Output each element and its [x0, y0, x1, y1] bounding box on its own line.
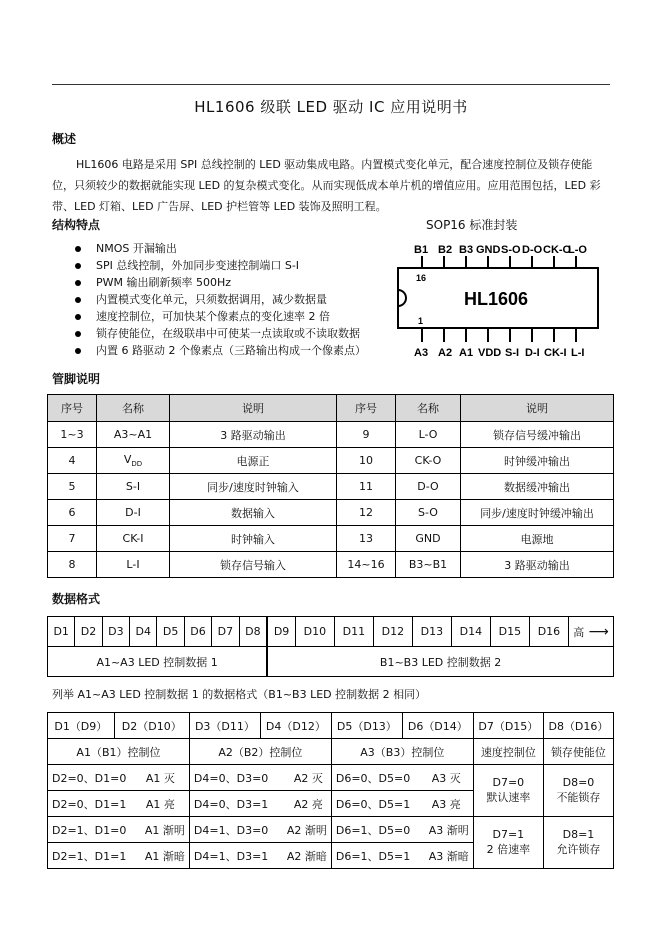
- sop16-package-diagram: [392, 238, 612, 364]
- table-cell: 6: [48, 500, 97, 526]
- table-cell: [189, 843, 331, 869]
- cell-text: D6=1、D5=0: [335, 823, 411, 837]
- table-cell: D2: [75, 617, 102, 647]
- pin-label-top: S-O: [501, 244, 521, 256]
- list-item: 锁存使能位，在级联串中可使某一点读取或不读取数据: [60, 325, 366, 342]
- table-cell: D9: [267, 617, 295, 647]
- pin-label-bottom: D-I: [525, 347, 540, 359]
- table-cell: 13: [337, 526, 396, 552]
- table-cell: D11: [334, 617, 373, 647]
- table-header: 说明: [170, 395, 337, 422]
- data-format-heading: 数据格式: [52, 592, 101, 606]
- table-row: [48, 526, 614, 552]
- table-cell: D15: [490, 617, 529, 647]
- table-cell: D-O: [396, 474, 461, 500]
- table-row: [48, 713, 614, 739]
- cell-text: A1 亮: [145, 797, 175, 811]
- pin-label-bottom: L-I: [571, 347, 585, 359]
- table-cell: 同步/速度时钟输入: [170, 474, 337, 500]
- table-cell: 9: [337, 422, 396, 448]
- table-cell: D7: [212, 617, 239, 647]
- table-cell: 14~16: [337, 552, 396, 578]
- table-cell: 10: [337, 448, 396, 474]
- table-row: [48, 739, 614, 765]
- cell-text: D2=0、D1=1: [52, 797, 127, 811]
- cell-text: A1 渐暗: [144, 849, 185, 863]
- table-cell: D4（D12）: [260, 713, 331, 739]
- table-cell: D8: [239, 617, 267, 647]
- table-cell: [331, 791, 473, 817]
- table-cell: A2（B2）控制位: [189, 739, 331, 765]
- table-cell: 时钟缓冲输出: [461, 448, 614, 474]
- features-heading: 结构特点: [52, 218, 101, 232]
- table-header: 说明: [461, 395, 614, 422]
- list-item: 内置模式变化单元，只须数据调用，减少数据量: [60, 291, 366, 308]
- table-cell: S-I: [97, 474, 170, 500]
- pin-label-bottom: CK-I: [544, 347, 567, 359]
- table-row: [48, 552, 614, 578]
- feature-list: [60, 240, 366, 359]
- table-cell: L-I: [97, 552, 170, 578]
- table-cell: 数据缓冲输出: [461, 474, 614, 500]
- table-cell: L-O: [396, 422, 461, 448]
- data-format-table: [47, 616, 614, 677]
- list-item: NMOS 开漏输出: [60, 240, 366, 257]
- table-cell: 电源地: [461, 526, 614, 552]
- table-row: [48, 817, 614, 843]
- table-cell: [189, 791, 331, 817]
- pin-table: [47, 394, 614, 578]
- cell-text: A3 渐暗: [428, 849, 469, 863]
- table-cell: [189, 817, 331, 843]
- pin-label-bottom: A2: [438, 347, 453, 359]
- table-cell: D6（D14）: [402, 713, 473, 739]
- table-header: 序号: [337, 395, 396, 422]
- table-cell: D1（D9）: [48, 713, 115, 739]
- pin-label-top: B3: [459, 244, 474, 256]
- table-cell: [473, 765, 543, 817]
- table-cell: B1~B3 LED 控制数据 2: [267, 647, 613, 677]
- cell-text: A3 渐明: [428, 823, 469, 837]
- table-cell: 数据输入: [170, 500, 337, 526]
- table-cell: D10: [295, 617, 334, 647]
- cell-text: 不能锁存: [556, 791, 601, 804]
- table-cell: D1: [48, 617, 75, 647]
- cell-text: D2=1、D1=1: [52, 849, 127, 863]
- cell-text: A3 灭: [431, 771, 461, 785]
- list-item: PWM 输出刷新频率 500Hz: [60, 274, 366, 291]
- cell-text: D4=1、D3=0: [193, 823, 269, 837]
- table-cell: [473, 817, 543, 869]
- table-cell: 时钟输入: [170, 526, 337, 552]
- table-cell: D7（D15）: [473, 713, 543, 739]
- cell-text: D2=0、D1=0: [52, 771, 127, 785]
- list-item: 速度控制位，可加快某个像素点的变化速率 2 倍: [60, 308, 366, 325]
- list-item: SPI 总线控制，外加同步变速控制端口 S-I: [60, 257, 366, 274]
- cell-text: D8=1: [562, 828, 595, 841]
- table-cell: 8: [48, 552, 97, 578]
- table-cell: A1~A3 LED 控制数据 1: [48, 647, 268, 677]
- pin-label-bottom: VDD: [478, 347, 502, 359]
- cell-text: D8=0: [562, 776, 595, 789]
- table-cell: D12: [373, 617, 412, 647]
- table-cell: D6: [184, 617, 211, 647]
- table-cell: 同步/速度时钟缓冲输出: [461, 500, 614, 526]
- vdd-cell: $V_{DD}$: [97, 448, 170, 474]
- table-cell: D3（D11）: [189, 713, 260, 739]
- table-cell: S-O: [396, 500, 461, 526]
- table-row: [48, 422, 614, 448]
- table-cell: D-I: [97, 500, 170, 526]
- table-cell: 电源正: [170, 448, 337, 474]
- table-cell: [48, 765, 190, 791]
- cell-text: 2 倍速率: [486, 843, 531, 856]
- table-row: [48, 474, 614, 500]
- cell-text: D6=0、D5=1: [335, 797, 411, 811]
- cell-text: D7=1: [492, 828, 525, 841]
- table-cell: [543, 817, 613, 869]
- table-cell: CK-I: [97, 526, 170, 552]
- pin-label-top: D-O: [522, 244, 543, 256]
- table-cell: [331, 817, 473, 843]
- cell-text: A1 灭: [145, 771, 175, 785]
- table-cell: A3（B3）控制位: [331, 739, 473, 765]
- pin1-marker: 1: [418, 316, 424, 326]
- high-marker: [569, 617, 614, 647]
- cell-text: D4=1、D3=1: [193, 849, 269, 863]
- cell-text: D6=0、D5=0: [335, 771, 411, 785]
- list-item: 内置 6 路驱动 2 个像素点（三路输出构成一个像素点）: [60, 342, 366, 359]
- pin-label-bottom: A1: [459, 347, 474, 359]
- table-cell: [331, 765, 473, 791]
- cell-text: A1 渐明: [144, 823, 185, 837]
- table-cell: 12: [337, 500, 396, 526]
- table-cell: [48, 817, 190, 843]
- cell-text: A2 灭: [293, 771, 323, 785]
- top-rule: [52, 84, 610, 85]
- table-cell: D14: [451, 617, 490, 647]
- table-cell: 4: [48, 448, 97, 474]
- cell-text: A3 亮: [431, 797, 461, 811]
- cell-text: D4=0、D3=0: [193, 771, 269, 785]
- table-cell: [48, 843, 190, 869]
- pin-label-top: B1: [414, 244, 429, 256]
- table-cell: 速度控制位: [473, 739, 543, 765]
- table-cell: [189, 765, 331, 791]
- pin-label-bottom: S-I: [505, 347, 520, 359]
- table-cell: GND: [396, 526, 461, 552]
- table-cell: [543, 765, 613, 817]
- table-cell: 5: [48, 474, 97, 500]
- cell-text: A2 渐暗: [286, 849, 327, 863]
- table-cell: D13: [412, 617, 451, 647]
- table-cell: D3: [102, 617, 129, 647]
- chip-label: HL1606: [464, 289, 529, 309]
- overview-heading: 概述: [52, 132, 77, 146]
- example-caption: 列举 A1~A3 LED 控制数据 1 的数据格式（B1~B3 LED 控制数据 2 相同）: [52, 688, 427, 701]
- table-cell: 11: [337, 474, 396, 500]
- cell-text: 允许锁存: [556, 843, 601, 856]
- pin-label-top: B2: [438, 244, 453, 256]
- pin-label-top: GND: [476, 244, 501, 256]
- cell-text: D2=1、D1=0: [52, 823, 127, 837]
- table-row: [48, 765, 614, 791]
- table-cell: [331, 843, 473, 869]
- table-row: [48, 647, 614, 677]
- overview-text: HL1606 电路是采用 SPI 总线控制的 LED 驱动集成电路。内置模式变化单元，配合速度控制位及锁存使能位，只须较少的数据就能实现 LED 的复杂模式变化。从而实现低成本单片机的增值应用。应用范围包括，LED 彩带、LED 灯箱、LED 广告屏、LED 护栏管等 LED 装饰及照明工程。: [52, 158, 601, 213]
- table-cell: D8（D16）: [543, 713, 613, 739]
- table-cell: D4: [130, 617, 157, 647]
- cell-text: 默认速率: [486, 791, 531, 804]
- pin-heading: 管脚说明: [52, 372, 101, 386]
- cell-text: D4=0、D3=1: [193, 797, 269, 811]
- table-cell: 1~3: [48, 422, 97, 448]
- table-cell: 锁存信号缓冲输出: [461, 422, 614, 448]
- cell-text: A2 渐明: [286, 823, 327, 837]
- table-cell: A3~A1: [97, 422, 170, 448]
- cell-text: V: [123, 452, 132, 466]
- table-cell: A1（B1）控制位: [48, 739, 190, 765]
- table-cell: D2（D10）: [114, 713, 189, 739]
- table-cell: 3 路驱动输出: [461, 552, 614, 578]
- cell-text: A2 亮: [293, 797, 323, 811]
- cell-text: D7=0: [492, 776, 525, 789]
- table-row: [48, 500, 614, 526]
- table-cell: B3~B1: [396, 552, 461, 578]
- table-cell: D5（D13）: [331, 713, 402, 739]
- pin-label-bottom: A3: [414, 347, 429, 359]
- table-cell: 锁存使能位: [543, 739, 613, 765]
- table-cell: CK-O: [396, 448, 461, 474]
- table-cell: 3 路驱动输出: [170, 422, 337, 448]
- table-cell: 7: [48, 526, 97, 552]
- table-cell: 锁存信号输入: [170, 552, 337, 578]
- table-row: [48, 617, 614, 647]
- pin-label-top: L-O: [568, 244, 587, 256]
- cell-text: 高: [573, 625, 585, 639]
- pin-label-top: CK-O: [543, 244, 572, 256]
- page-title: HL1606 级联 LED 驱动 IC 应用说明书: [194, 98, 468, 116]
- table-header: 名称: [97, 395, 170, 422]
- table-row: [48, 448, 614, 474]
- pin16-marker: 16: [416, 273, 427, 283]
- example-table: [47, 712, 614, 869]
- package-title: SOP16 标准封装: [426, 218, 518, 232]
- table-header: 名称: [396, 395, 461, 422]
- arrow-right-icon: ⟶: [584, 623, 609, 640]
- table-cell: [48, 791, 190, 817]
- table-cell: D5: [157, 617, 184, 647]
- table-cell: D16: [529, 617, 568, 647]
- cell-text: D6=1、D5=1: [335, 849, 411, 863]
- table-header: 序号: [48, 395, 97, 422]
